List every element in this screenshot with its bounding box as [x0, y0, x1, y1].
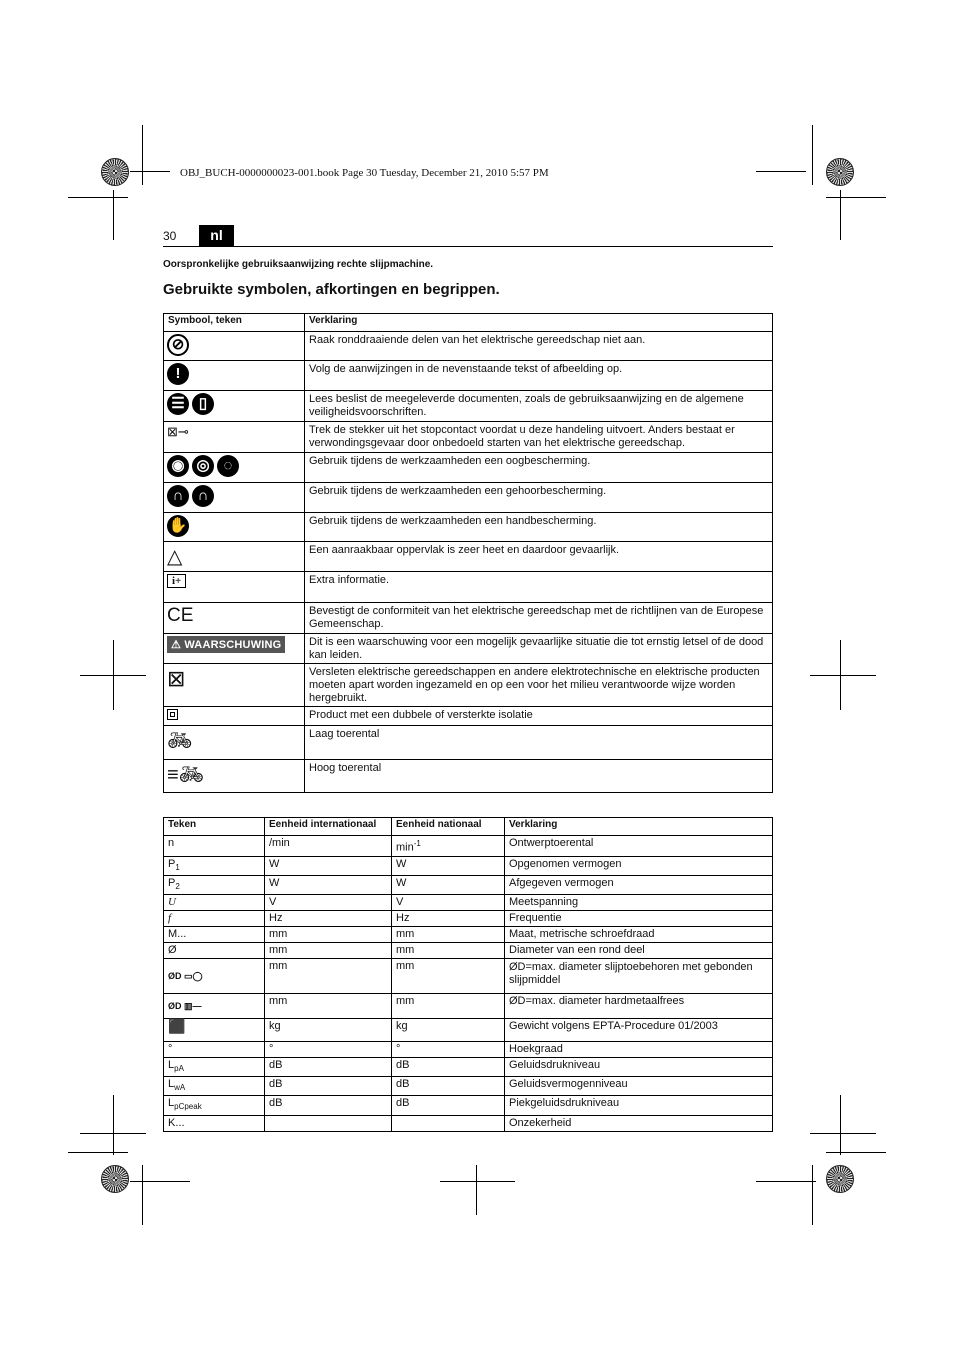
row-text: Raak ronddraaiende delen van het elektrische gereedschap niet aan.	[305, 332, 773, 361]
header-rule	[163, 246, 773, 247]
table-row	[164, 959, 773, 994]
face-shield-icon: ◌	[217, 455, 239, 477]
sign-cell: U	[164, 895, 265, 911]
desc-cell: Piekgeluidsdrukniveau	[505, 1096, 773, 1115]
nat-unit-cell: $\min^{-1}$	[392, 836, 505, 857]
row-text: Extra informatie.	[305, 572, 773, 603]
book-icon: ▯	[192, 393, 214, 415]
column-header: Verklaring	[505, 818, 773, 836]
fast-bicycle-icon: ≡🚲︎	[167, 764, 205, 786]
table-header-row	[164, 314, 773, 332]
intl-unit-cell: W	[265, 856, 392, 875]
intl-unit-cell: mm	[265, 959, 392, 994]
row-text: Een aanraakbaar oppervlak is zeer heet en daardoor gevaarlijk.	[305, 542, 773, 572]
row-text: Gebruik tijdens de werkzaamheden een handbescherming.	[305, 513, 773, 542]
row-text: Gebruik tijdens de werkzaamheden een oogbescherming.	[305, 453, 773, 483]
eye-protection-icon: ◉	[167, 455, 189, 477]
sign-cell: M...	[164, 927, 265, 943]
weee-bin-icon: ⊠	[167, 666, 186, 691]
table-row	[164, 726, 773, 760]
nat-unit-cell: mm	[392, 994, 505, 1019]
table-row	[164, 453, 773, 483]
warning-triangle-icon: ⚠	[171, 639, 185, 651]
table-row	[164, 927, 773, 943]
intl-unit-cell: /min	[265, 836, 392, 857]
units-table	[163, 817, 773, 1132]
nat-unit-cell: °	[392, 1042, 505, 1058]
row-text: Hoog toerental	[305, 760, 773, 793]
desc-cell: Diameter van een rond deel	[505, 943, 773, 959]
exclamation-icon: !	[167, 363, 189, 385]
table-row	[164, 361, 773, 391]
desc-cell: Gewicht volgens EPTA-Procedure 01/2003	[505, 1019, 773, 1042]
no-touch-rotating-icon: ⊘	[167, 334, 189, 356]
carbide-cutter-diameter-icon: ØD ▥—	[168, 1001, 202, 1012]
table-row	[164, 603, 773, 634]
table-row	[164, 911, 773, 927]
intl-unit-cell: W	[265, 875, 392, 894]
table-row	[164, 707, 773, 726]
nat-unit-cell: dB	[392, 1058, 505, 1077]
row-text: Dit is een waarschuwing voor een mogelijk gevaarlijke situatie die tot ernstig letsel of de dood kan leiden.	[305, 634, 773, 664]
table-row	[164, 1058, 773, 1077]
nat-unit-cell: mm	[392, 943, 505, 959]
table-row	[164, 895, 773, 911]
table-row	[164, 1019, 773, 1042]
hot-surface-icon: △	[167, 546, 183, 568]
table-row	[164, 1042, 773, 1058]
section-title: Gebruikte symbolen, afkortingen en begrippen.	[163, 281, 500, 298]
column-header: Eenheid nationaal	[392, 818, 505, 836]
table-row	[164, 1077, 773, 1096]
intl-unit-cell: dB	[265, 1058, 392, 1077]
desc-cell: Opgenomen vermogen	[505, 856, 773, 875]
nat-unit-cell: kg	[392, 1019, 505, 1042]
table-row	[164, 483, 773, 513]
sign-cell: $L_{pA}$	[164, 1058, 265, 1077]
sign-cell	[164, 959, 265, 994]
table-row	[164, 836, 773, 857]
intl-unit-cell	[265, 1115, 392, 1131]
sign-cell: Ø	[164, 943, 265, 959]
sign-cell: K...	[164, 1115, 265, 1131]
table-row	[164, 572, 773, 603]
row-text: Bevestigt de conformiteit van het elektrische gereedschap met de richtlijnen van de Europese Gemeenschap.	[305, 603, 773, 634]
ce-mark-icon: CE	[167, 605, 194, 626]
desc-cell: Maat, metrische schroefdraad	[505, 927, 773, 943]
row-text: Volg de aanwijzingen in de nevenstaande tekst of afbeelding op.	[305, 361, 773, 391]
sign-cell: $L_{pCpeak}$	[164, 1096, 265, 1115]
table-row	[164, 391, 773, 422]
nat-unit-cell: dB	[392, 1077, 505, 1096]
row-text: Trek de stekker uit het stopcontact voordat u deze handeling uitvoert. Anders bestaat er verwondingsgevaar door onbedoeld starten van het elektrische gereedschap.	[305, 422, 773, 453]
column-header: Eenheid internationaal	[265, 818, 392, 836]
table-row	[164, 875, 773, 894]
row-text: Versleten elektrische gereedschappen en andere elektrotechnische en elektrische producten moeten apart worden ingezameld en op een voor het milieu verantwoorde wijze worden hergebruikt.	[305, 664, 773, 707]
intl-unit-cell: kg	[265, 1019, 392, 1042]
warning-label: ⚠ WAARSCHUWING	[167, 636, 285, 653]
table-row	[164, 332, 773, 361]
desc-cell: Afgegeven vermogen	[505, 875, 773, 894]
ear-protection-icon: ∩	[167, 485, 189, 507]
desc-cell: Meetspanning	[505, 895, 773, 911]
column-header: Teken	[164, 818, 265, 836]
desc-cell: ØD=max. diameter hardmetaalfrees	[505, 994, 773, 1019]
nat-unit-cell: dB	[392, 1096, 505, 1115]
intl-unit-cell: Hz	[265, 911, 392, 927]
nat-unit-cell	[392, 1115, 505, 1131]
desc-cell: Onzekerheid	[505, 1115, 773, 1131]
nat-unit-cell: V	[392, 895, 505, 911]
table-row	[164, 856, 773, 875]
sign-cell	[164, 1019, 265, 1042]
intl-unit-cell: dB	[265, 1077, 392, 1096]
sign-cell	[164, 994, 265, 1019]
row-text: Gebruik tijdens de werkzaamheden een gehoorbescherming.	[305, 483, 773, 513]
intl-unit-cell: °	[265, 1042, 392, 1058]
nat-unit-cell: W	[392, 856, 505, 875]
double-insulation-icon	[167, 709, 178, 720]
table-row	[164, 664, 773, 707]
nat-unit-cell: W	[392, 875, 505, 894]
goggles-icon: ◎	[192, 455, 214, 477]
weight-icon: ⬛	[168, 1018, 186, 1035]
table-row	[164, 1115, 773, 1131]
intl-unit-cell: mm	[265, 943, 392, 959]
desc-cell: Geluidsvermogenniveau	[505, 1077, 773, 1096]
row-text: Product met een dubbele of versterkte isolatie	[305, 707, 773, 726]
desc-cell: ØD=max. diameter slijptoebehoren met gebonden slijpmiddel	[505, 959, 773, 994]
sign-cell: $P_1$	[164, 856, 265, 875]
sign-cell: $P_2$	[164, 875, 265, 894]
row-text: Laag toerental	[305, 726, 773, 760]
table-row	[164, 422, 773, 453]
table-row	[164, 760, 773, 793]
column-header: Symbool, teken	[164, 314, 305, 332]
page-number: 30	[163, 229, 177, 243]
row-text: Lees beslist de meegeleverde documenten, zoals de gebruiksaanwijzing en de algemene veiligheidsvoorschriften.	[305, 391, 773, 422]
column-header: Verklaring	[305, 314, 773, 332]
table-row	[164, 1096, 773, 1115]
table-row	[164, 542, 773, 572]
sign-cell: n	[164, 836, 265, 857]
book-info-line: OBJ_BUCH-0000000023-001.book Page 30 Tuesday, December 21, 2010 5:57 PM	[180, 167, 549, 179]
document-subtitle: Oorspronkelijke gebruiksaanwijzing rechte slijpmachine.	[163, 259, 434, 270]
desc-cell: Ontwerptoerental	[505, 836, 773, 857]
intl-unit-cell: dB	[265, 1096, 392, 1115]
nat-unit-cell: Hz	[392, 911, 505, 927]
info-icon: i+	[167, 574, 186, 588]
intl-unit-cell: mm	[265, 927, 392, 943]
table-row	[164, 943, 773, 959]
table-row	[164, 994, 773, 1019]
desc-cell: Frequentie	[505, 911, 773, 927]
sign-cell: f	[164, 911, 265, 927]
grinding-wheel-diameter-icon: ØD ▭◯	[168, 971, 203, 982]
hand-protection-icon: ✋	[167, 515, 189, 537]
read-manual-icon: ☰	[167, 393, 189, 415]
nat-unit-cell: mm	[392, 927, 505, 943]
desc-cell: Geluidsdrukniveau	[505, 1058, 773, 1077]
symbols-table	[163, 313, 773, 793]
slow-bicycle-icon: 🚲︎	[167, 730, 193, 752]
sign-cell: °	[164, 1042, 265, 1058]
ear-muffs-icon: ∩	[192, 485, 214, 507]
unplug-icon: ⊠⊸	[167, 424, 189, 439]
nat-unit-cell: mm	[392, 959, 505, 994]
table-row	[164, 513, 773, 542]
intl-unit-cell: mm	[265, 994, 392, 1019]
sign-cell: $L_{wA}$	[164, 1077, 265, 1096]
table-header-row	[164, 818, 773, 836]
desc-cell: Hoekgraad	[505, 1042, 773, 1058]
language-badge: nl	[199, 225, 234, 246]
table-row	[164, 634, 773, 664]
intl-unit-cell: V	[265, 895, 392, 911]
